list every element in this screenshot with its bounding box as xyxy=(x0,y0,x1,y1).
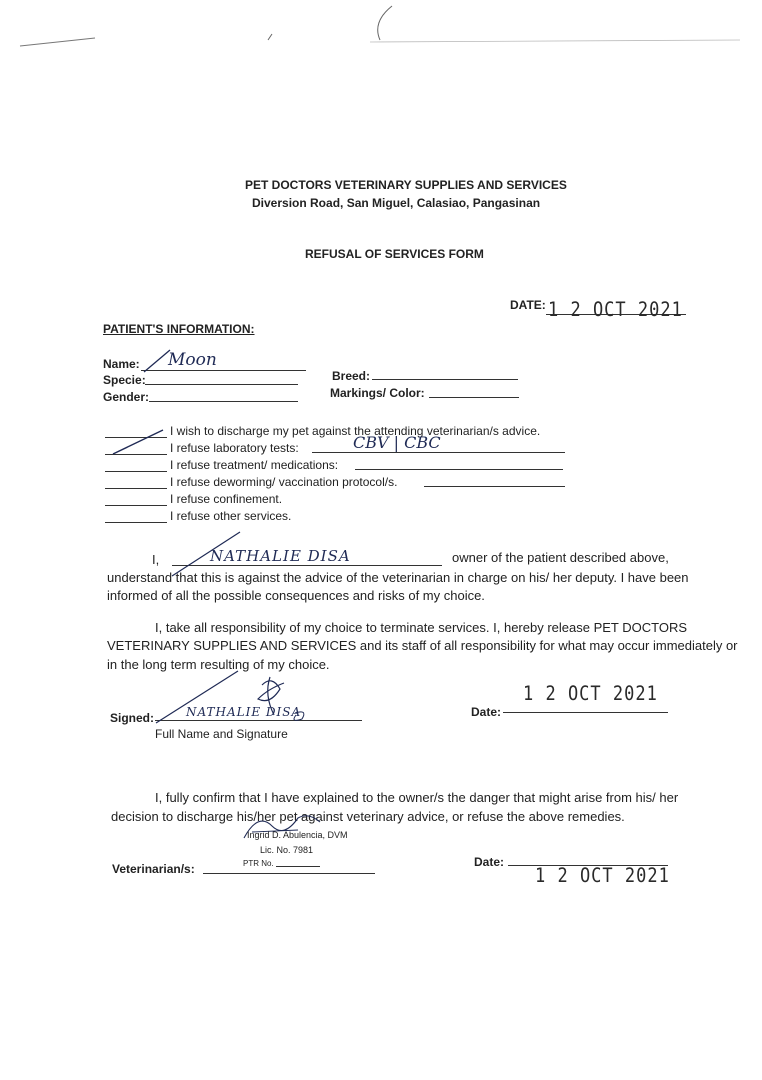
vet-stamp-name: Ingrid D. Abulencia, DVM xyxy=(247,830,348,840)
checkmark-stroke xyxy=(105,428,185,458)
option-fill-line xyxy=(355,469,563,470)
vet-label: Veterinarian/s: xyxy=(112,862,195,876)
gender-line xyxy=(149,401,298,402)
vet-stamp-ptr: PTR No. xyxy=(243,859,274,868)
option-confinement: I refuse confinement. xyxy=(170,492,283,506)
para3-line1: I, fully confirm that I have explained to the owner/s the danger that might arise from his/ her xyxy=(155,790,679,805)
name-label: Name: xyxy=(103,357,140,371)
ptr-line xyxy=(276,866,320,867)
signed-label: Signed: xyxy=(110,711,154,725)
option-lab-tests: I refuse laboratory tests: xyxy=(170,441,299,455)
signed-date-label: Date: xyxy=(471,705,502,719)
name-stroke xyxy=(140,346,180,376)
para3-line2: decision to discharge his/her pet against veterinary advice, or refuse the above remedies. xyxy=(111,809,625,824)
option-discharge: I wish to discharge my pet against the attending veterinarian/s advice. xyxy=(170,424,541,438)
para1-prefix: I, xyxy=(152,552,160,567)
vet-stamp-license: Lic. No. 7981 xyxy=(260,845,314,855)
scan-artifact-lines xyxy=(0,0,762,60)
markings-line xyxy=(429,397,519,398)
vet-line xyxy=(203,873,375,874)
lab-tests-value: CBV | CBC xyxy=(353,433,441,452)
para2-line3: in the long term resulting of my choice. xyxy=(107,657,330,672)
form-title: REFUSAL OF SERVICES FORM xyxy=(305,247,484,261)
date-label: DATE: xyxy=(510,298,546,312)
patient-info-heading: PATIENT'S INFORMATION: xyxy=(103,322,255,336)
specie-line xyxy=(145,384,298,385)
para1-line1-rest: owner of the patient described above, xyxy=(452,550,669,565)
gender-label: Gender: xyxy=(103,390,150,404)
option-deworming: I refuse deworming/ vaccination protocol/s. xyxy=(170,475,398,489)
option-other: I refuse other services. xyxy=(170,509,292,523)
signed-name: NATHALIE DISA xyxy=(186,705,302,719)
vet-signature xyxy=(238,808,328,848)
vet-date-label: Date: xyxy=(474,855,505,869)
company-name: PET DOCTORS VETERINARY SUPPLIES AND SERVICES xyxy=(245,178,567,192)
option-fill-line xyxy=(312,452,565,453)
owner-name-value: NATHALIE DISA xyxy=(210,547,351,565)
option-blank xyxy=(105,488,167,489)
para2-line2: VETERINARY SUPPLIES AND SERVICES and its staff of all responsibility for what may occur immediately or xyxy=(107,638,738,653)
breed-label: Breed: xyxy=(332,369,371,383)
owner-signature xyxy=(150,665,310,735)
patient-name-value: Moon xyxy=(168,350,217,370)
option-blank xyxy=(105,522,167,523)
para1-line2: understand that this is against the advice of the veterinarian in charge on his/ her deputy. I have been xyxy=(107,570,689,585)
option-blank xyxy=(105,505,167,506)
markings-label: Markings/ Color: xyxy=(330,386,425,400)
para2-line1: I, take all responsibility of my choice to terminate services. I, hereby release PET DOCTORS xyxy=(155,620,688,635)
option-fill-line xyxy=(424,486,565,487)
option-treatment: I refuse treatment/ medications: xyxy=(170,458,339,472)
vet-date-stamp: 1 2 OCT 2021 xyxy=(535,864,670,888)
para1-line3: informed of all the possible consequences and risks of my choice. xyxy=(107,588,485,603)
breed-line xyxy=(372,379,518,380)
option-blank xyxy=(105,471,167,472)
signature-caption: Full Name and Signature xyxy=(155,727,288,741)
specie-label: Specie: xyxy=(103,373,146,387)
signed-date-line xyxy=(503,712,668,713)
company-address: Diversion Road, San Miguel, Calasiao, Pangasinan xyxy=(252,196,541,210)
signed-date-stamp: 1 2 OCT 2021 xyxy=(523,682,658,706)
date-stamp: 1 2 OCT 2021 xyxy=(548,298,683,322)
